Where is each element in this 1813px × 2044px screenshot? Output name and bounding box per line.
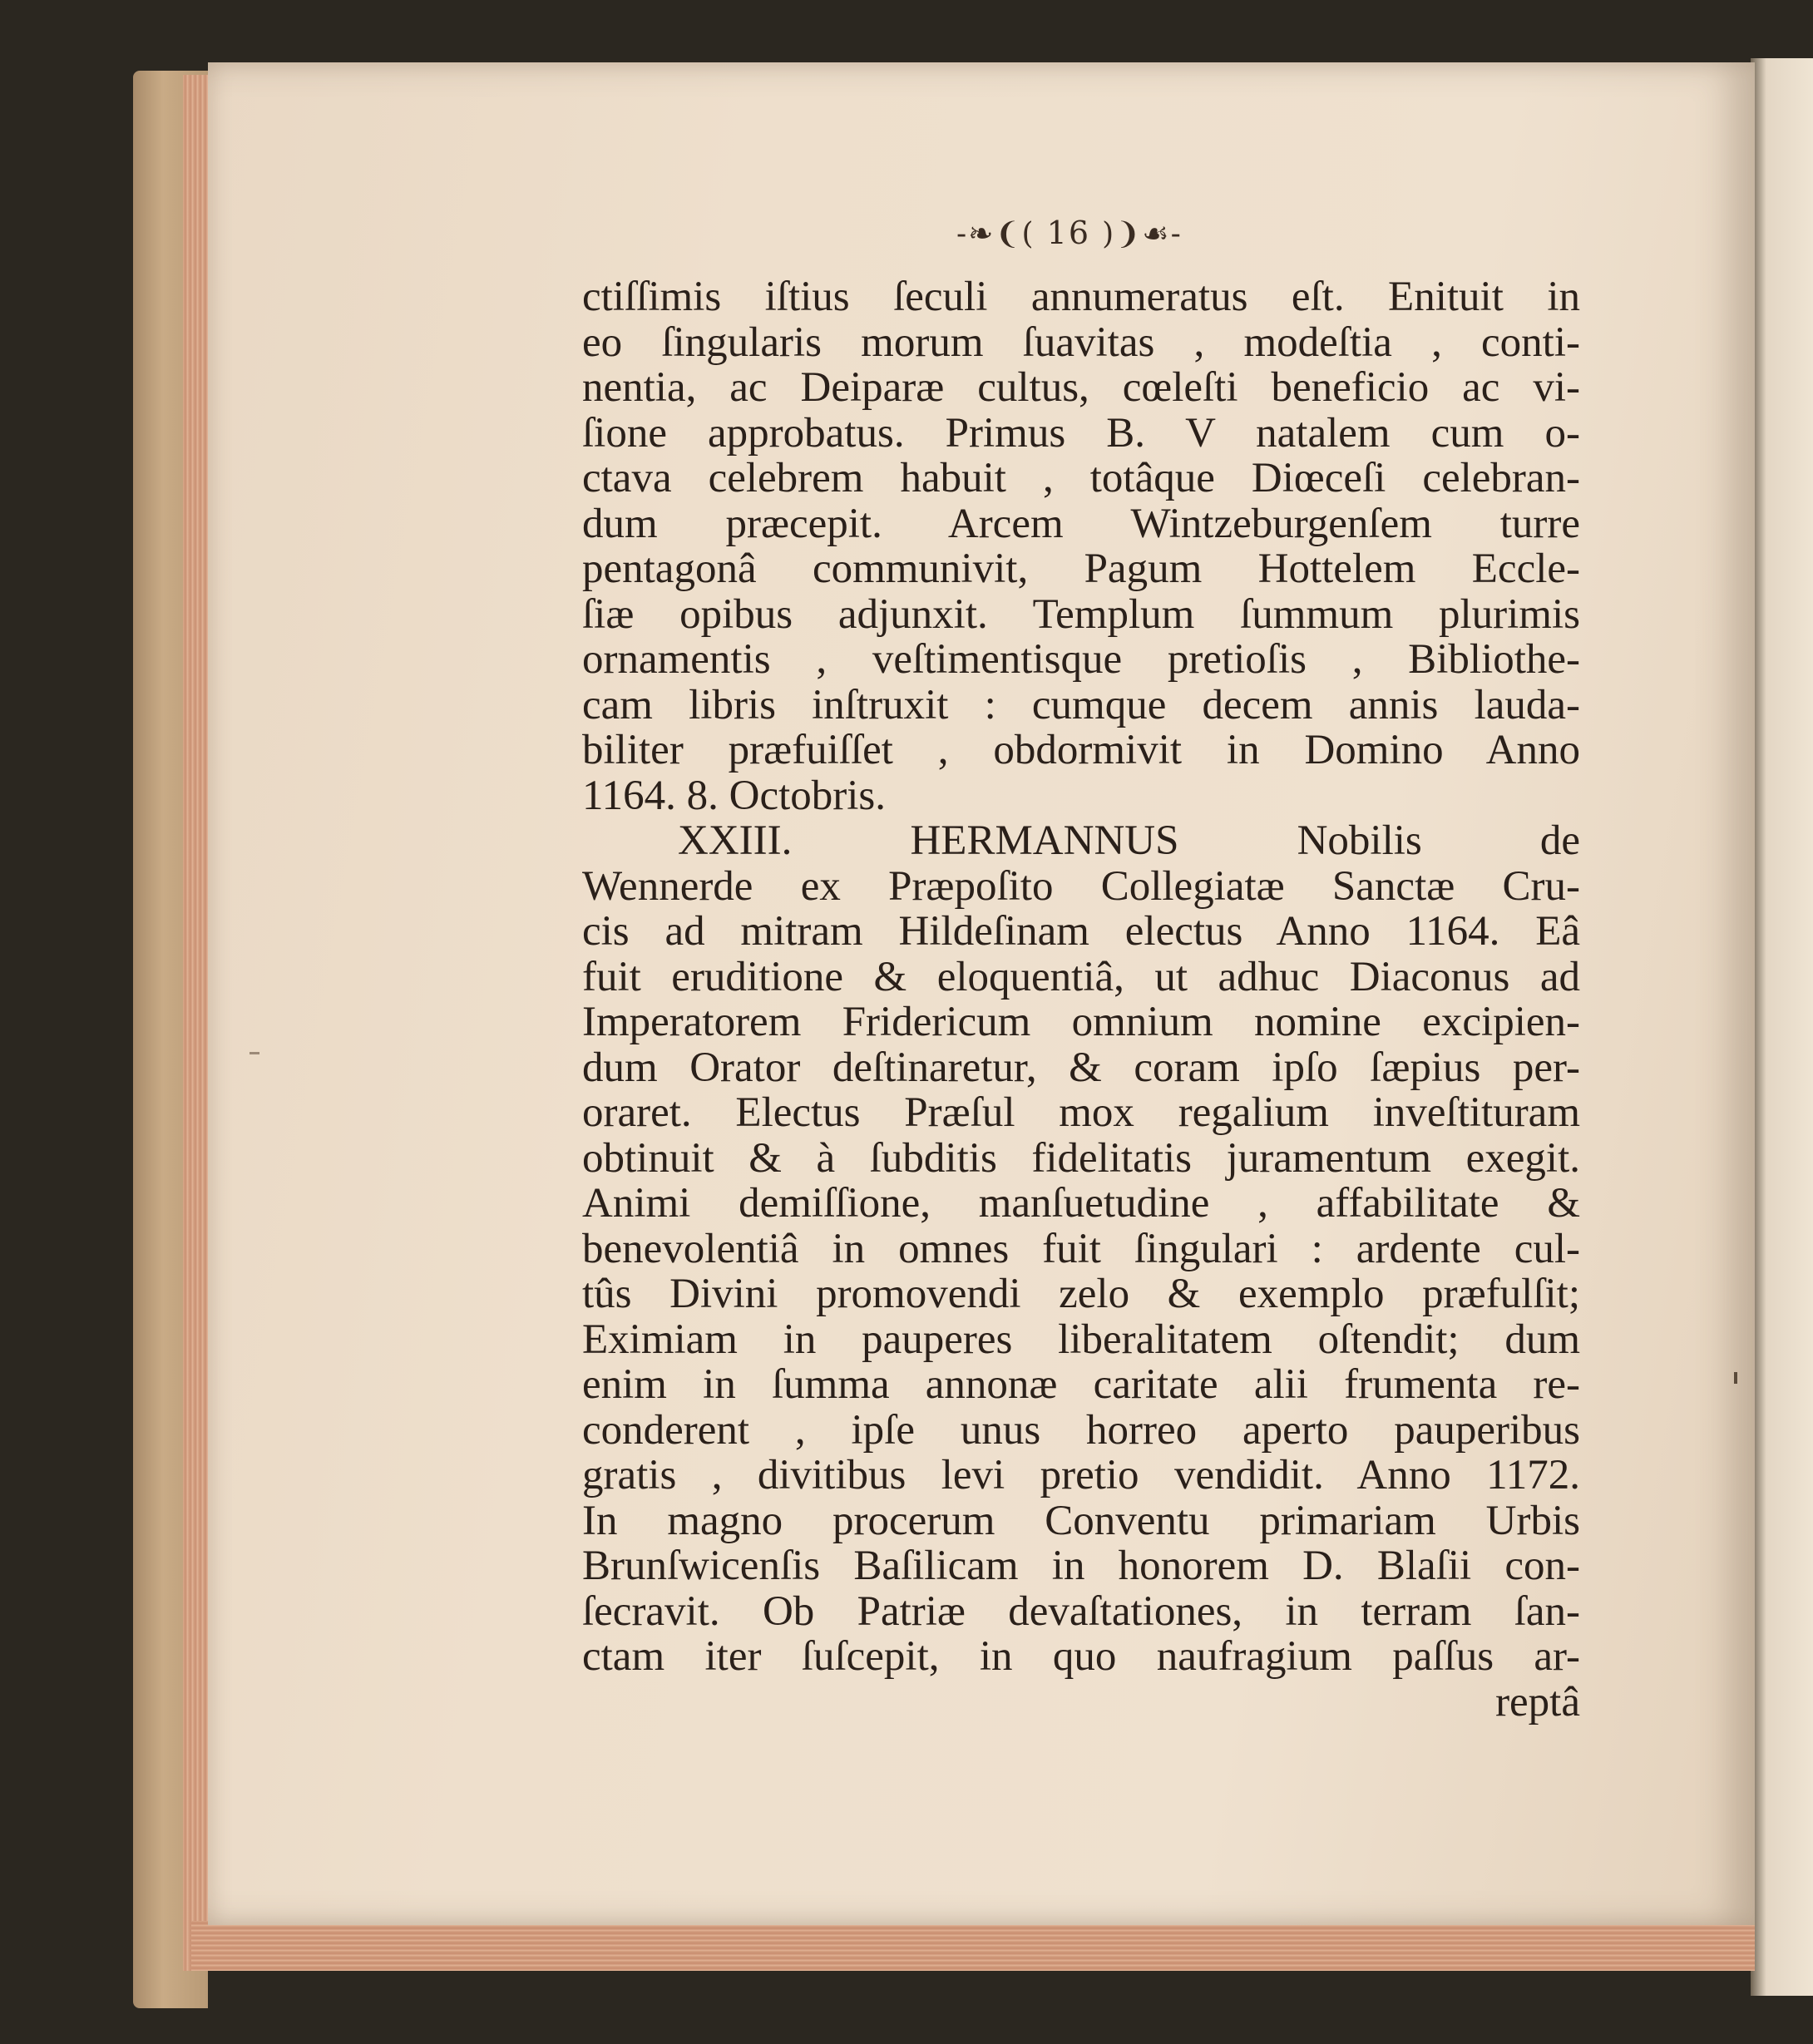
text-line: tûs Divini promovendi zelo & exemplo præfulſit; [582, 1271, 1580, 1317]
text-line: eo ſingularis morum ſuavitas , modeſtia , conti- [582, 318, 1580, 366]
text-line: Eximiam in pauperes liberalitatem oſtendit; dum [582, 1316, 1580, 1363]
ornament-right-icon: )❩☙- [1102, 217, 1183, 251]
ornament-left-icon: -❧❨( [956, 217, 1035, 251]
text-line: gratis , divitibus levi pretio vendidit. Anno 1172. [582, 1452, 1580, 1498]
text-line: conderent , ipſe unus horreo aperto pauperibus [582, 1406, 1580, 1454]
text-line: biliter præfuiſſet , obdormivit in Domino Anno [582, 727, 1580, 773]
text-line: cis ad mitram Hildeſinam electus Anno 1164. Eâ [582, 908, 1580, 955]
catchword: reptâ [1495, 1678, 1580, 1726]
text-line: ſecravit. Ob Patriæ devaſtationes, in terram ſan- [582, 1587, 1580, 1635]
text-line: Animi demiſſione, manſuetudine , affabilitate & [582, 1180, 1580, 1227]
text-line: nentia, ac Deiparæ cultus, cœleſti beneficio ac vi- [582, 364, 1580, 411]
text-line: fuit eruditione & eloquentiâ, ut adhuc Diaconus ad [582, 953, 1580, 1000]
body-text [582, 274, 1580, 1725]
text-line: enim in ſumma annonæ caritate alii frumenta re- [582, 1361, 1580, 1408]
page-number: 16 [1046, 215, 1090, 251]
text-line: In magno procerum Conventu primariam Urbis [582, 1497, 1580, 1544]
text-line: benevolentiâ in omnes fuit ſingulari : ardente cul- [582, 1225, 1580, 1272]
section-heading-line: XXIII. HERMANNUS Nobilis de [678, 817, 1580, 864]
running-head [956, 215, 1206, 251]
page-mark [249, 1052, 259, 1054]
text-line: cam libris inſtruxit : cumque decem annis lauda- [582, 681, 1580, 728]
text-line: oraret. Electus Præſul mox regalium inveſtituram [582, 1089, 1580, 1136]
text-line: Wennerde ex Præpoſito Collegiatæ Sanctæ Cru- [582, 862, 1580, 910]
text-line: ctam iter ſuſcepit, in quo naufragium paſſus ar- [582, 1633, 1580, 1680]
text-line: pentagonâ communivit, Pagum Hottelem Eccle- [582, 546, 1580, 592]
text-line: ctiſſimis iſtius ſeculi annumeratus eſt. Enituit in [582, 274, 1580, 320]
text-line: 1164. 8. Octobris. [582, 772, 886, 819]
text-line: Imperatorem Fridericum omnium nomine excipien- [582, 999, 1580, 1045]
facing-page [1751, 58, 1813, 1996]
text-line: dum Orator deſtinaretur, & coram ipſo ſæpius per- [582, 1044, 1580, 1091]
text-line: obtinuit & à ſubditis fidelitatis juramentum exegit. [582, 1134, 1580, 1182]
page-mark [1734, 1372, 1737, 1384]
text-line: ſione approbatus. Primus B. V natalem cum o- [582, 409, 1580, 457]
text-line: ornamentis , veſtimentisque pretioſis , Bibliothe- [582, 636, 1580, 683]
text-line: ſiæ opibus adjunxit. Templum ſummum plurimis [582, 590, 1580, 638]
text-line: Brunſwicenſis Baſilicam in honorem D. Blaſii con- [582, 1543, 1580, 1589]
text-line: ctava celebrem habuit , totâque Diœceſi celebran- [582, 455, 1580, 501]
text-line: dum præcepit. Arcem Wintzeburgenſem turre [582, 500, 1580, 547]
page-edges-bottom [191, 1921, 1755, 1971]
